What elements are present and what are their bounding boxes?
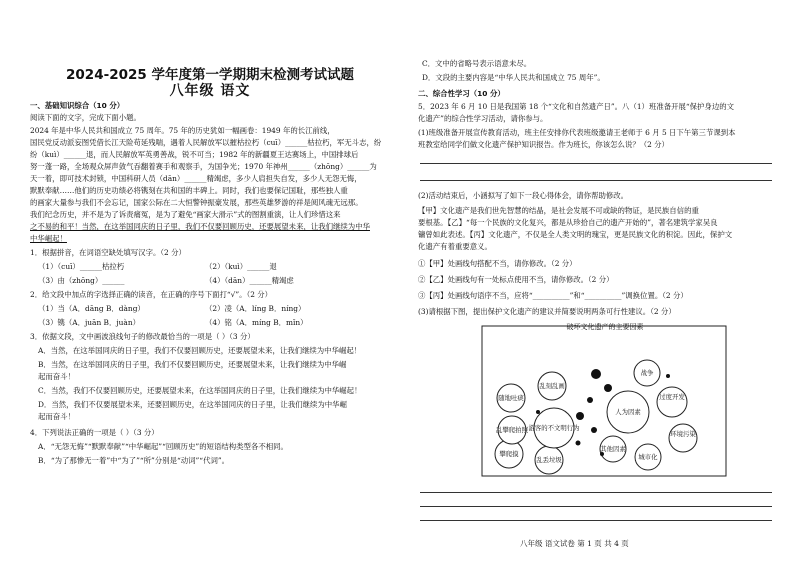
label-urban: 城市化 bbox=[638, 453, 658, 461]
passage-line: 努一蓬一路，全场观众屏声敛气吞翻着赛手和观察手，为国争光；1970 年神州______（zhōng）______为 bbox=[30, 162, 377, 171]
q2-item: （1）当（A．dāng B．dàng） bbox=[38, 304, 145, 313]
q3-label: 3．依据文段，文中画波浪线句子的修改最恰当的一项是（ ）（3 分） bbox=[30, 332, 255, 341]
section2-heading: 二、综合性学习（10 分） bbox=[418, 89, 505, 98]
passage-line: 国民党反动派妄图凭借长江天险苟延残喘，遇着人民解放军以摧枯拉朽（cuī）______枯拉朽，军无斗志，纷 bbox=[30, 138, 382, 147]
q5-2-text: 镛曾如此表述。【丙】文化遗产，不仅是全人类文明的瑰宝，更是民族文化的积淀。因此，保护文 bbox=[418, 230, 733, 239]
passage-line: 天一着，即可技术封锁，中国科研人员（dān）______精竭虑，多少人肩担失自发，多少人无怨无悔， bbox=[30, 174, 362, 183]
answer-line[interactable] bbox=[420, 163, 772, 164]
passage-wavy-line: 之不易的和平！当然，在这举国同庆的日子里，我们不仅要回顾历史，还要展望未来，让我们继续为中华 bbox=[30, 222, 370, 231]
passage-line: 2024 年是中华人民共和国成立 75 周年。75 年的历史犹如一幅画卷：1949 年的长江前线， bbox=[30, 126, 335, 135]
label-pollution: 环境污染 bbox=[670, 430, 696, 438]
passage-line: 的画家大量参与我们不会忘记，国家公际在二大恒警钟振豪发展，那些英雄梦游的祥是阅风魂无远那。 bbox=[30, 198, 363, 207]
label-human: 人为因素 bbox=[615, 408, 641, 416]
q2-item: （2）凌（A．líng B．níng） bbox=[205, 304, 306, 313]
label-spit: 随地吐痰 bbox=[498, 394, 524, 402]
label-overdev: 过度开发 bbox=[659, 393, 685, 401]
q2-item: （4）铭（A．míng B．mǐn） bbox=[205, 318, 308, 327]
q4-label: 4．下列说法正确的一项是（ ）（3 分） bbox=[30, 428, 159, 437]
q5-line: 班教室给同学们做文化遗产保护知识报告。作为班长，你该怎么说？（2 分） bbox=[418, 140, 669, 149]
factor-diagram bbox=[480, 318, 730, 480]
passage-line: 我们纪念历史，并不是为了诉责痛冤，是为了避免“画家大滑示”式的图割重演，让人们珍惜这来 bbox=[30, 210, 341, 219]
answer-line[interactable] bbox=[420, 180, 772, 181]
q3-option: 起而奋斗！ bbox=[38, 372, 75, 381]
passage-line: 纷（kuì）______退，而人民解放军英勇善战，锐不可当；1982 年的新疆夏王达赛场上，中国排球后 bbox=[30, 150, 359, 159]
label-other: 其他因素 bbox=[600, 445, 626, 453]
q5-2-item: ②【乙】处画线句有一处标点使用不当，请你修改。（2 分） bbox=[418, 275, 614, 284]
node-overdev bbox=[657, 387, 687, 417]
q1-item: （3）由（zhōng）______ bbox=[38, 276, 125, 285]
answer-line[interactable] bbox=[420, 520, 772, 521]
q1-item: （1）（cuī）______枯拉朽 bbox=[38, 262, 125, 271]
q4-option-c: C．文中的省略号表示语意未尽。 bbox=[422, 59, 532, 68]
q3-option: C．当然，我们不仅要回顾历史，还要展望未来，在这举国同庆的日子里，让我们继续为中华崛起！ bbox=[38, 386, 362, 395]
section1-heading: 一、基础知识综合（10 分） bbox=[30, 101, 125, 110]
label-war: 战争 bbox=[640, 369, 654, 377]
label-carve: 乱刻乱画 bbox=[539, 382, 565, 390]
q5-2-text: 要根基。【乙】“每一个民族的文化复兴，都是从珍拾自己的遗产开始的”，著名建筑学家吴良 bbox=[418, 218, 718, 227]
page-footer: 八年级 语文试卷 第 1 页 共 4 页 bbox=[520, 539, 629, 548]
q5-line: 5．2023 年 6 月 10 日是我国第 18 个“文化和自然遗产日”。八（1）班准备开展“保护身边的文 bbox=[418, 102, 735, 111]
label-tourist: 游客的不文明行为 bbox=[528, 424, 580, 432]
q5-2-item: ①【甲】处画线句搭配不当，请你修改。（2 分） bbox=[418, 259, 577, 268]
q5-2-text: 【甲】文化遗产是我们世先智慧的结晶，是社会发展不可或缺的物证，是民族自信的重 bbox=[418, 206, 699, 215]
label-climb: 攀爬摸 bbox=[499, 450, 519, 458]
q5-2-intro: (2)活动结束后，小涵拟写了如下一段心得体会，请你帮助修改。 bbox=[418, 191, 629, 200]
q1-label: 1．根据拼音，在词语空缺处填写汉字。（2 分） bbox=[30, 248, 186, 257]
q4-option: B．“为了那惨无一着”中“为了”“所”分别是“动词”“代词”。 bbox=[38, 456, 230, 465]
q3-option: 起而奋斗！ bbox=[38, 412, 75, 421]
q4-option-d: D．文段的主要内容是“中华人民共和国成立 75 周年”。 bbox=[422, 73, 605, 82]
node-pollution bbox=[669, 424, 697, 452]
q1-item: （4）（dān）______精竭虑 bbox=[205, 276, 294, 285]
answer-line[interactable] bbox=[420, 506, 772, 507]
passage-line: 默默奉献……他们的历史功绩必将镌刻在共和国的丰碑上。同时，我们也要保记国耻，那些独人重 bbox=[30, 186, 348, 195]
q5-line: 化遗产”的综合性学习活动，请你参与。 bbox=[418, 114, 548, 123]
exam-subtitle: 八年级 语文 bbox=[169, 83, 251, 99]
q3-option: A．当然，在这举国同庆的日子里，我们不仅要回顾历史，还要展望未来，让我们继续为中华崛起！ bbox=[38, 346, 362, 355]
section1-instruction: 阅读下面的文字，完成下面小题。 bbox=[30, 113, 141, 122]
q4-option: A．“无怨无悔”“默默奉献”“中华崛起”“回顾历史”的短语结构类型各不相同。 bbox=[38, 442, 288, 451]
q3-option: B．当然，在这举国同庆的日子里，我们不仅要回顾历史，还要展望未来，让我们继续为中华崛 bbox=[38, 360, 347, 369]
diagram-title: 破坏文化遗产的主要因素 bbox=[566, 323, 644, 331]
q5-line: (1)班级准备开展宣传教育活动，班主任安排你代表班级邀请王老师于 6 月 5 日下午第三节课到本 bbox=[418, 128, 736, 137]
q2-label: 2．给文段中加点的字选择正确的读音，在正确的序号下面打“√”。（2 分） bbox=[30, 290, 273, 299]
q5-3-label: (3)请根据下图，提出保护文化遗产的建议并简要说明两条可行性建议。（2 分） bbox=[418, 307, 676, 316]
q1-item: （2）（kuì）______退 bbox=[205, 262, 277, 271]
answer-line[interactable] bbox=[420, 492, 772, 493]
label-photo: 乱攀爬拍照 bbox=[496, 426, 528, 434]
q5-2-text: 化遗产有着重要意义。 bbox=[418, 242, 492, 251]
q2-item: （3）镌（A．juān B．juàn） bbox=[38, 318, 140, 327]
q3-option: D．当然，我们不仅要展望未来，还要回顾历史，在这举国同庆的日子里，让我们继续为中华崛 bbox=[38, 400, 347, 409]
q5-2-item: ③【丙】处画线句语序不当，应将“__________”和“__________”调换位置。（2 分） bbox=[418, 291, 688, 300]
label-litter: 乱丢垃圾 bbox=[536, 456, 562, 464]
passage-wavy-line: 中华崛起！ bbox=[30, 234, 67, 243]
exam-title: 2024-2025 学年度第一学期期末检测考试试题 bbox=[66, 67, 354, 83]
